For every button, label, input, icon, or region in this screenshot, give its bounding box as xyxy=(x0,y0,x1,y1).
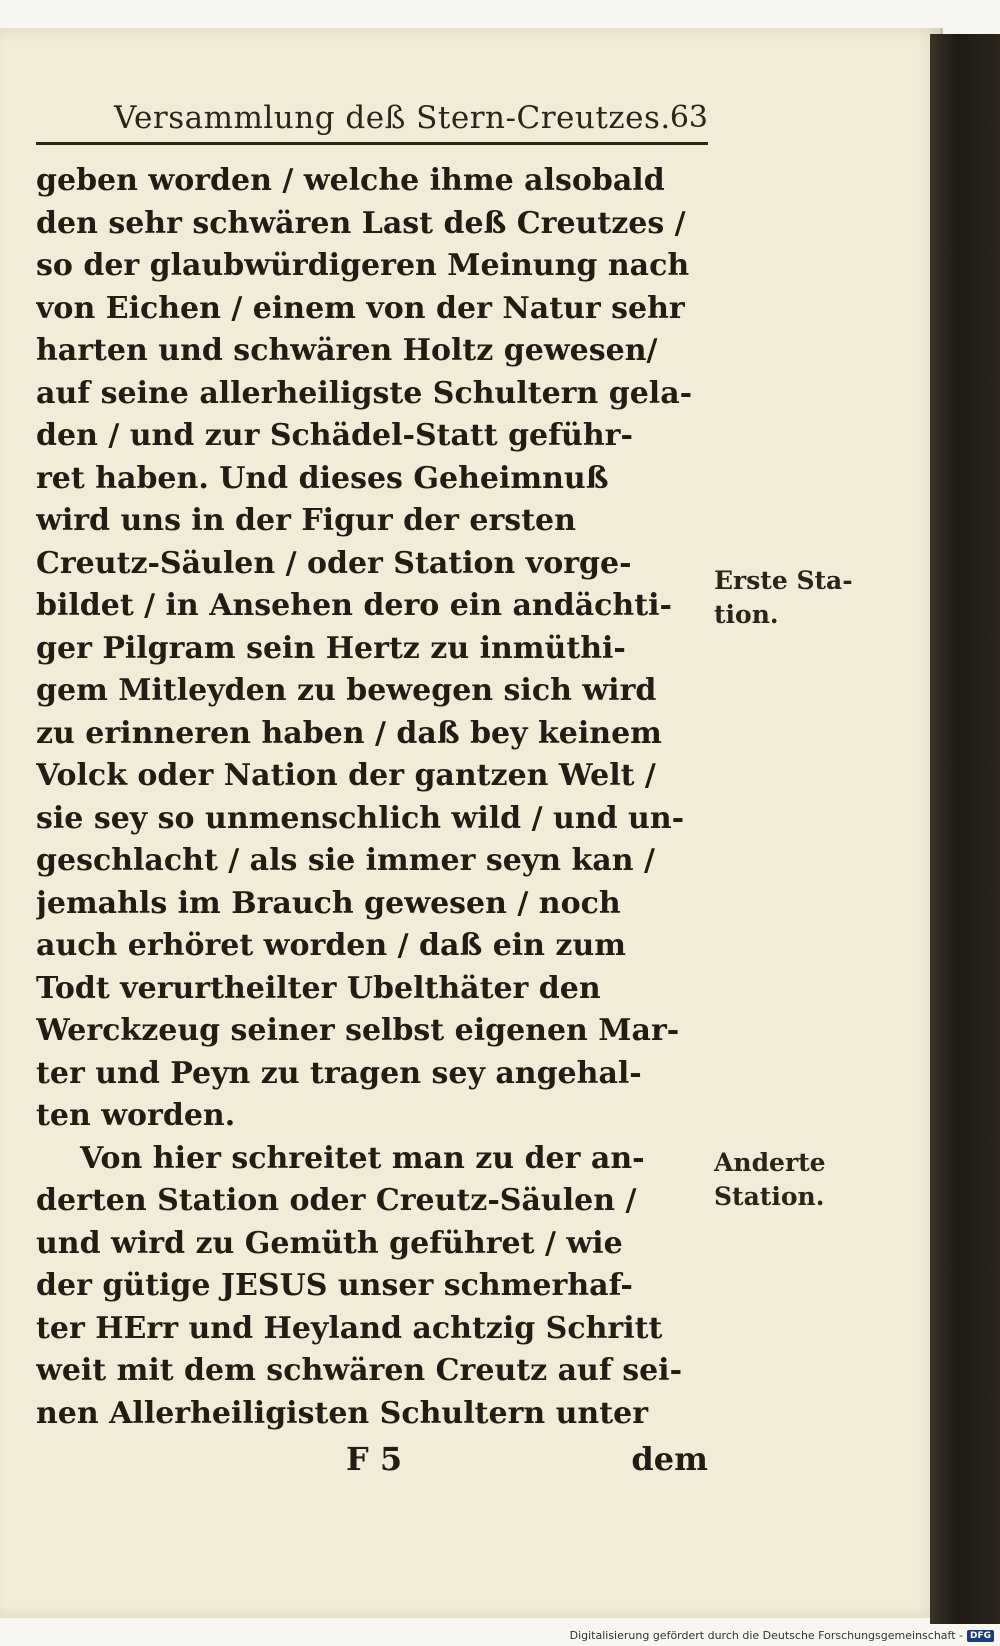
text-line: bildet / in Ansehen dero ein andächti- xyxy=(36,588,672,623)
page-header xyxy=(36,96,708,146)
marginal-note-line: Erste Sta- xyxy=(714,566,853,595)
credit-text: Digitalisierung gefördert durch die Deutsche Forschungsgemeinschaft - xyxy=(569,1629,963,1642)
text-line: ter HErr und Heyland achtzig Schritt xyxy=(36,1310,663,1346)
text-line: harten und schwären Holtz gewesen/ xyxy=(36,333,658,368)
marginal-note-second-station xyxy=(714,1146,864,1214)
catchword: dem xyxy=(631,1440,708,1478)
dfg-logo: DFG xyxy=(967,1630,994,1642)
text-line: auf seine allerheiligste Schultern gela- xyxy=(36,375,693,411)
text-line: auch erhöret worden / daß ein zum xyxy=(36,928,627,963)
text-line: Volck oder Nation der gantzen Welt / xyxy=(36,758,656,793)
text-line: den / und zur Schädel-Statt geführ- xyxy=(36,418,633,453)
marginal-note-line: Anderte xyxy=(714,1148,826,1177)
text-line: geben worden / welche ihme alsobald xyxy=(36,163,665,198)
running-title: Versammlung deß Stern-Creutzes. xyxy=(114,100,671,136)
text-line: zu erinneren haben / daß bey keinem xyxy=(36,715,662,751)
text-line: Werckzeug seiner selbst eigenen Mar- xyxy=(36,1013,680,1048)
text-line: jemahls im Brauch gewesen / noch xyxy=(36,885,621,921)
text-line: Creutz-Säulen / oder Station vorge- xyxy=(36,545,632,581)
text-line: von Eichen / einem von der Natur sehr xyxy=(36,290,685,326)
text-line: wird uns in der Figur der ersten xyxy=(36,503,576,538)
text-line: geschlacht / als sie immer seyn kan / xyxy=(36,843,655,878)
marginal-note-line: Station. xyxy=(714,1182,825,1211)
text-line: gem Mitleyden zu bewegen sich wird xyxy=(36,673,657,708)
text-line: Todt verurtheilter Ubelthäter den xyxy=(36,970,601,1006)
text-line: so der glaubwürdigeren Meinung nach xyxy=(36,248,690,283)
body-text xyxy=(36,160,708,1435)
page-footer xyxy=(36,1436,708,1484)
text-line: der gütige JESUS unser schmerhaf- xyxy=(36,1268,633,1303)
marginal-note-first-station xyxy=(714,564,864,632)
text-line: ger Pilgram sein Hertz zu inmüthi- xyxy=(36,630,626,666)
page-number: 63 xyxy=(669,100,708,135)
text-line: ter und Peyn zu tragen sey angehal- xyxy=(36,1055,642,1091)
header-rule xyxy=(36,142,708,145)
digitization-credit xyxy=(570,1629,994,1642)
signature-mark: F 5 xyxy=(346,1440,403,1478)
text-line: ten worden. xyxy=(36,1098,236,1133)
text-line: nen Allerheiligisten Schultern unter xyxy=(36,1395,648,1431)
scan-background-edge xyxy=(930,34,1000,1624)
text-line: sie sey so unmenschlich wild / und un- xyxy=(36,800,685,836)
text-line: und wird zu Gemüth geführet / wie xyxy=(36,1225,623,1261)
text-line: weit mit dem schwären Creutz auf sei- xyxy=(36,1353,683,1388)
text-line: den sehr schwären Last deß Creutzes / xyxy=(36,205,686,241)
text-line: derten Station oder Creutz-Säulen / xyxy=(36,1183,637,1218)
text-line: ret haben. Und dieses Geheimnuß xyxy=(36,460,609,496)
marginal-note-line: tion. xyxy=(714,600,779,629)
text-line: Von hier schreitet man zu der an- xyxy=(80,1140,645,1176)
